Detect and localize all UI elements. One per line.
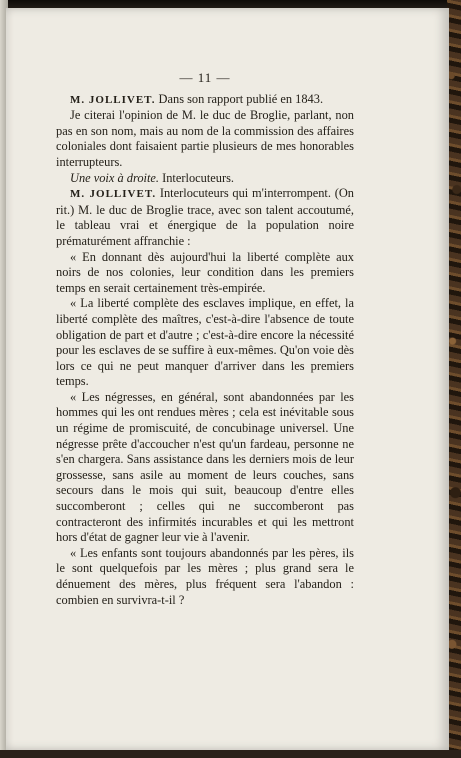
paragraph-7: [56, 390, 354, 546]
speaker-label: M. JOLLIVET.: [70, 188, 157, 201]
speaker-label: M. JOLLIVET.: [70, 93, 156, 106]
paragraph-2: [56, 108, 354, 170]
page-number: — 11 —: [179, 70, 231, 85]
binding-bottom-edge: [0, 750, 461, 758]
marbled-cover-edge: [447, 0, 461, 758]
paragraph-text: Interlocuteurs.: [159, 170, 235, 185]
paragraph-text: « Les enfants sont toujours abandonnés par les pères, ils le sont quelquefois par les mères ; plus grand sera le dénuement des mères, plus fréquent sera l'abandon : combien en survivra-t-il ?: [56, 545, 354, 607]
paragraph-text: « Les négresses, en général, sont abandonnées par les hommes qui les ont rendues mères ; cela est inévitable sous un régime de promiscuité, de concubinage universel. Une négresse prête d'accoucher n'est qu'un fardeau, personne ne s'en chargera. Sans assistance dans les derniers mois de leur grossesse, sans asile au moment de leurs couches, sans secours dans le mois qui suit, beaucoup d'entre elles succomberont ; celles qui ne succomberont pas contracteront des infirmités incurables et qui les mettront hors d'état de gagner leur vie à l'avenir.: [56, 389, 354, 545]
paragraph-5: [56, 250, 354, 297]
book-page: [6, 8, 449, 750]
paragraph-1: [56, 92, 354, 109]
interjection-label: Une voix à droite.: [70, 170, 160, 185]
paragraph-text: Interlocuteurs qui m'interrompent. (On rit.) M. le duc de Broglie trace, avec son talent accoutumé, le tableau vrai et énergique de la population noire prématurément affranchie :: [56, 186, 354, 248]
paragraph-6: [56, 296, 354, 390]
paragraph-4: [56, 186, 354, 249]
paragraph-text: « La liberté complète des esclaves implique, en effet, la liberté complète des maîtres, c'est-à-dire l'absence de toute obligation de part et d'autre ; c'est-à-dire encore la nécessité pour les esclaves de se suffire à eux-mêmes. Qu'on voie dès lors ce qui ne peut manquer d'arriver dans les premiers temps.: [56, 296, 354, 389]
paragraph-text: Dans son rapport publié en 1843.: [155, 91, 324, 106]
paragraph-3: [56, 171, 354, 187]
paragraph-text: « En donnant dès aujourd'hui la liberté complète aux noirs de nos colonies, leur condition dans les premiers temps en serait certainement très-empirée.: [56, 249, 354, 295]
paragraph-text: Je citerai l'opinion de M. le duc de Broglie, parlant, non pas en son nom, mais au nom de la commission des affaires coloniales dont faisaient partie plusieurs de mes honorables interrupteurs.: [56, 108, 354, 169]
paragraph-8: [56, 546, 354, 608]
page-text-block: [56, 70, 354, 608]
